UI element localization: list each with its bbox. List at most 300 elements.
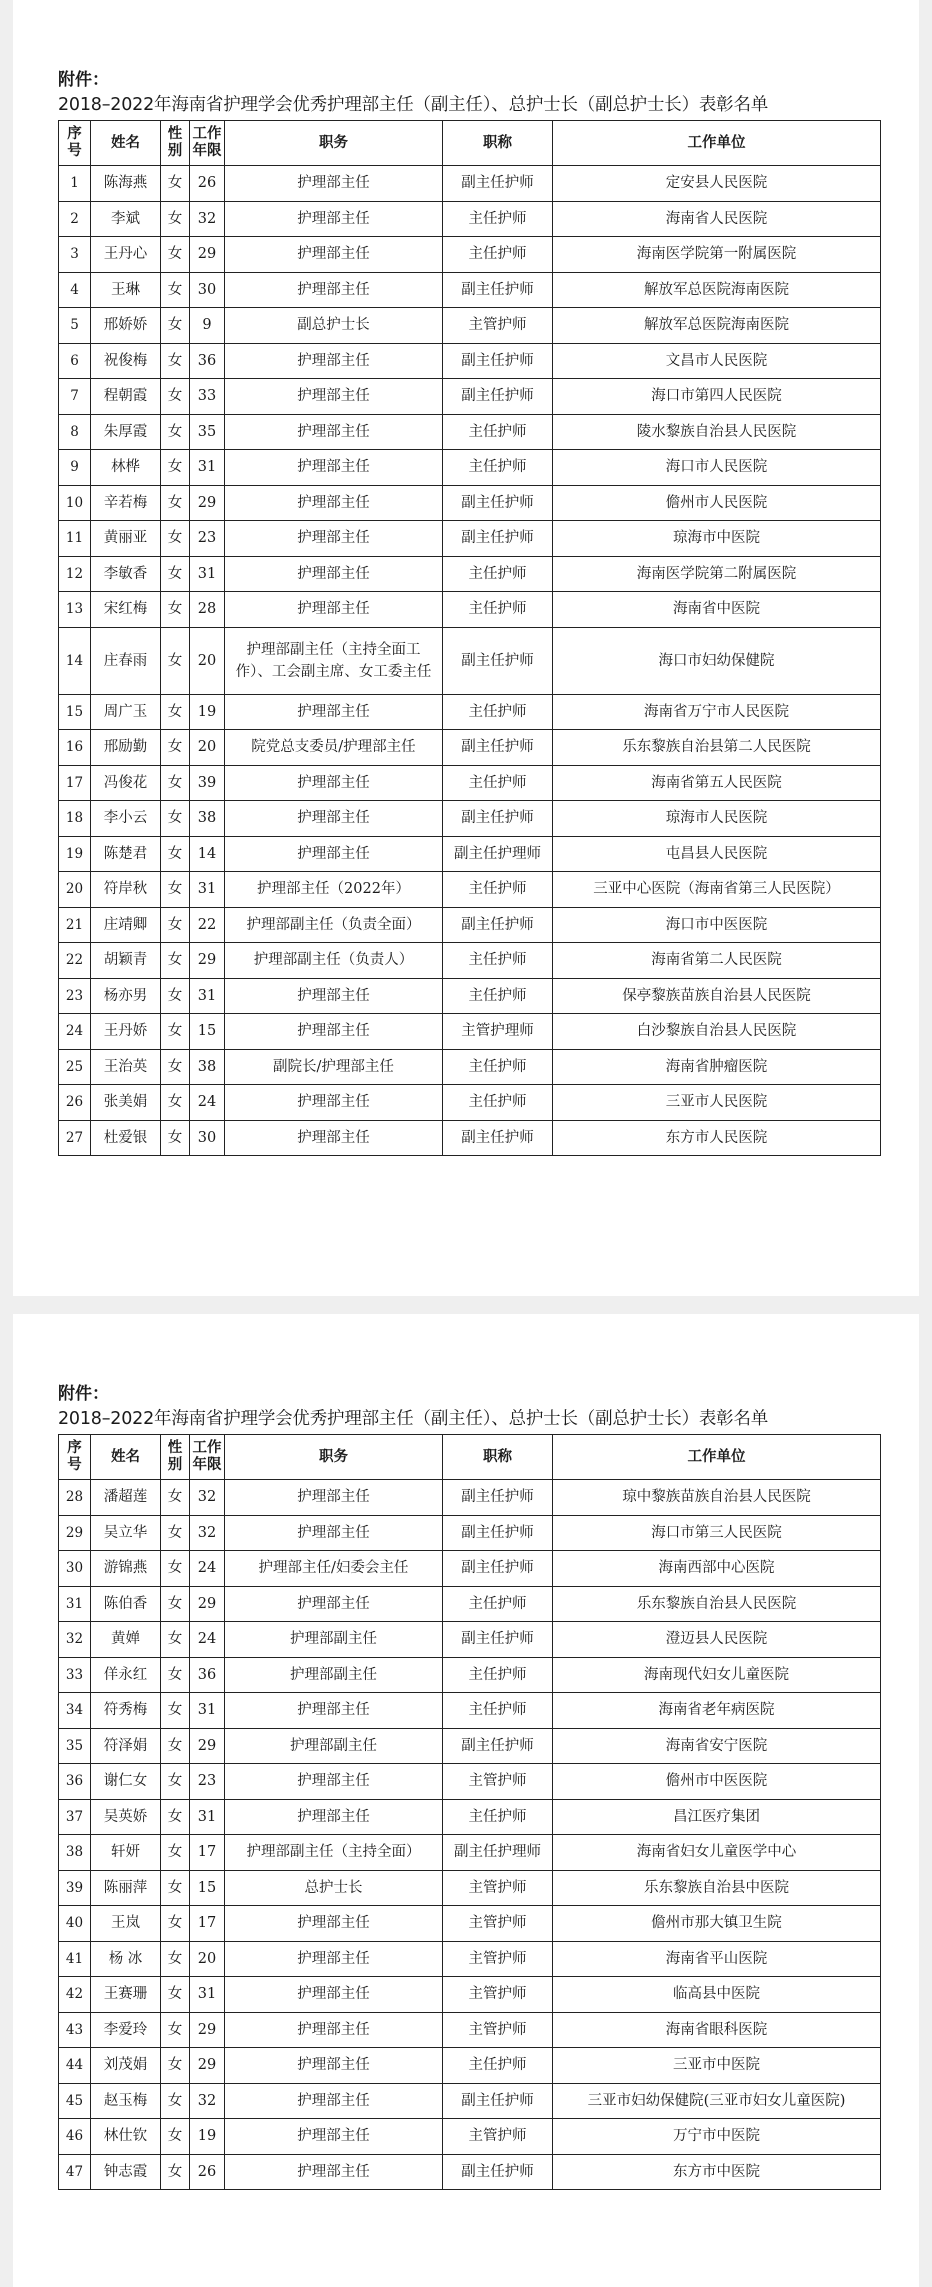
cell-unit: 乐东黎族自治县人民医院 [553, 1586, 881, 1622]
cell-rank: 副主任护理师 [443, 836, 553, 872]
cell-name: 黄婵 [91, 1622, 161, 1658]
cell-unit: 海南省老年病医院 [553, 1693, 881, 1729]
cell-post: 护理部主任 [225, 272, 443, 308]
header-post: 职务 [225, 121, 443, 166]
cell-name: 陈伯香 [91, 1586, 161, 1622]
table-row [59, 1085, 881, 1121]
cell-unit: 定安县人民医院 [553, 166, 881, 202]
table-row [59, 2154, 881, 2190]
cell-sex: 女 [161, 166, 190, 202]
cell-post: 护理部主任 [225, 2012, 443, 2048]
header-sex: 性别 [161, 121, 190, 166]
cell-years: 17 [190, 1906, 225, 1942]
cell-unit: 陵水黎族自治县人民医院 [553, 414, 881, 450]
cell-post: 总护士长 [225, 1870, 443, 1906]
cell-rank: 主任护师 [443, 450, 553, 486]
cell-name: 李爱玲 [91, 2012, 161, 2048]
table-row [59, 521, 881, 557]
cell-no: 9 [59, 450, 91, 486]
cell-post: 护理部主任 [225, 201, 443, 237]
cell-no: 44 [59, 2048, 91, 2084]
cell-no: 20 [59, 872, 91, 908]
document-page-1 [13, 0, 919, 1296]
cell-years: 28 [190, 592, 225, 628]
cell-post: 副院长/护理部主任 [225, 1049, 443, 1085]
table-row [59, 237, 881, 273]
cell-years: 29 [190, 2048, 225, 2084]
cell-rank: 副主任护师 [443, 1551, 553, 1587]
cell-unit: 临高县中医院 [553, 1977, 881, 2013]
cell-no: 10 [59, 485, 91, 521]
cell-unit: 三亚市妇幼保健院(三亚市妇女儿童医院) [553, 2083, 881, 2119]
cell-sex: 女 [161, 1941, 190, 1977]
cell-rank: 副主任护师 [443, 2154, 553, 2190]
cell-rank: 主管护师 [443, 1941, 553, 1977]
cell-post: 护理部主任 [225, 1480, 443, 1516]
cell-rank: 副主任护师 [443, 2083, 553, 2119]
cell-years: 35 [190, 414, 225, 450]
document-title: 2018–2022年海南省护理学会优秀护理部主任（副主任）、总护士长（副总护士长）表彰名单 [58, 1409, 769, 1429]
cell-rank: 副主任护师 [443, 485, 553, 521]
cell-sex: 女 [161, 907, 190, 943]
cell-sex: 女 [161, 978, 190, 1014]
cell-years: 23 [190, 521, 225, 557]
cell-unit: 乐东黎族自治县第二人民医院 [553, 730, 881, 766]
cell-rank: 副主任护师 [443, 166, 553, 202]
cell-rank: 主任护师 [443, 1799, 553, 1835]
cell-rank: 主任护师 [443, 978, 553, 1014]
cell-sex: 女 [161, 450, 190, 486]
cell-sex: 女 [161, 2119, 190, 2155]
cell-sex: 女 [161, 1977, 190, 2013]
cell-years: 31 [190, 450, 225, 486]
cell-sex: 女 [161, 1728, 190, 1764]
table-row [59, 978, 881, 1014]
cell-no: 25 [59, 1049, 91, 1085]
cell-name: 符岸秋 [91, 872, 161, 908]
table-row [59, 272, 881, 308]
cell-years: 31 [190, 1977, 225, 2013]
cell-post: 护理部主任 [225, 1977, 443, 2013]
cell-rank: 主任护师 [443, 201, 553, 237]
cell-years: 26 [190, 166, 225, 202]
cell-unit: 海口市第三人民医院 [553, 1515, 881, 1551]
cell-rank: 主管护师 [443, 1764, 553, 1800]
table-row [59, 308, 881, 344]
cell-years: 20 [190, 1941, 225, 1977]
cell-no: 13 [59, 592, 91, 628]
cell-years: 9 [190, 308, 225, 344]
cell-name: 杜爱银 [91, 1120, 161, 1156]
cell-post: 护理部主任 [225, 521, 443, 557]
cell-post: 院党总支委员/护理部主任 [225, 730, 443, 766]
cell-name: 林桦 [91, 450, 161, 486]
cell-sex: 女 [161, 1551, 190, 1587]
cell-post: 护理部主任 [225, 801, 443, 837]
cell-rank: 主管护师 [443, 1977, 553, 2013]
cell-no: 4 [59, 272, 91, 308]
cell-years: 36 [190, 1657, 225, 1693]
cell-unit: 澄迈县人民医院 [553, 1622, 881, 1658]
cell-no: 28 [59, 1480, 91, 1516]
cell-rank: 副主任护师 [443, 1622, 553, 1658]
cell-unit: 海南省妇女儿童医学中心 [553, 1835, 881, 1871]
attachment-label: 附件： [58, 70, 109, 90]
table-row [59, 2048, 881, 2084]
cell-no: 2 [59, 201, 91, 237]
cell-no: 33 [59, 1657, 91, 1693]
cell-unit: 琼中黎族苗族自治县人民医院 [553, 1480, 881, 1516]
cell-rank: 主任护师 [443, 237, 553, 273]
cell-unit: 海南医学院第二附属医院 [553, 556, 881, 592]
cell-years: 30 [190, 1120, 225, 1156]
cell-sex: 女 [161, 694, 190, 730]
cell-post: 护理部主任（2022年） [225, 872, 443, 908]
cell-years: 24 [190, 1622, 225, 1658]
cell-rank: 副主任护师 [443, 1515, 553, 1551]
cell-name: 陈丽萍 [91, 1870, 161, 1906]
cell-unit: 海南省人民医院 [553, 201, 881, 237]
cell-post: 护理部主任 [225, 379, 443, 415]
cell-unit: 保亭黎族苗族自治县人民医院 [553, 978, 881, 1014]
cell-rank: 主任护师 [443, 2048, 553, 2084]
table-row [59, 379, 881, 415]
cell-post: 护理部主任/妇委会主任 [225, 1551, 443, 1587]
cell-years: 33 [190, 379, 225, 415]
table-row [59, 907, 881, 943]
cell-sex: 女 [161, 627, 190, 694]
cell-no: 27 [59, 1120, 91, 1156]
cell-no: 29 [59, 1515, 91, 1551]
cell-sex: 女 [161, 1870, 190, 1906]
cell-no: 11 [59, 521, 91, 557]
cell-unit: 海口市妇幼保健院 [553, 627, 881, 694]
table-row [59, 2012, 881, 2048]
cell-unit: 海南省第二人民医院 [553, 943, 881, 979]
cell-no: 15 [59, 694, 91, 730]
cell-no: 41 [59, 1941, 91, 1977]
cell-rank: 主任护师 [443, 943, 553, 979]
cell-post: 护理部主任 [225, 1120, 443, 1156]
cell-rank: 副主任护师 [443, 272, 553, 308]
cell-post: 护理部副主任（主持全面工作）、工会副主席、女工委主任 [225, 627, 443, 694]
cell-unit: 三亚中心医院（海南省第三人民医院） [553, 872, 881, 908]
cell-no: 37 [59, 1799, 91, 1835]
table-row [59, 627, 881, 694]
cell-post: 护理部主任 [225, 1085, 443, 1121]
cell-years: 22 [190, 907, 225, 943]
cell-sex: 女 [161, 836, 190, 872]
table-row [59, 694, 881, 730]
cell-years: 26 [190, 2154, 225, 2190]
cell-rank: 主任护师 [443, 556, 553, 592]
cell-rank: 主任护师 [443, 1586, 553, 1622]
table-row [59, 1728, 881, 1764]
cell-name: 刘茂娟 [91, 2048, 161, 2084]
cell-rank: 副主任护师 [443, 1728, 553, 1764]
cell-name: 陈楚君 [91, 836, 161, 872]
table-row [59, 1551, 881, 1587]
header-post: 职务 [225, 1435, 443, 1480]
cell-sex: 女 [161, 201, 190, 237]
cell-name: 王丹心 [91, 237, 161, 273]
cell-rank: 主管护师 [443, 1906, 553, 1942]
cell-name: 朱厚霞 [91, 414, 161, 450]
header-rank: 职称 [443, 1435, 553, 1480]
cell-sex: 女 [161, 1657, 190, 1693]
cell-sex: 女 [161, 237, 190, 273]
cell-sex: 女 [161, 1906, 190, 1942]
cell-name: 程朝霞 [91, 379, 161, 415]
cell-post: 护理部副主任 [225, 1657, 443, 1693]
cell-unit: 万宁市中医院 [553, 2119, 881, 2155]
cell-sex: 女 [161, 872, 190, 908]
cell-rank: 主管护师 [443, 2119, 553, 2155]
cell-unit: 海南省万宁市人民医院 [553, 694, 881, 730]
table-row [59, 485, 881, 521]
cell-name: 符秀梅 [91, 1693, 161, 1729]
cell-name: 杨亦男 [91, 978, 161, 1014]
cell-name: 李小云 [91, 801, 161, 837]
table-row [59, 592, 881, 628]
table-row [59, 556, 881, 592]
cell-sex: 女 [161, 1764, 190, 1800]
cell-name: 邢娇娇 [91, 308, 161, 344]
cell-no: 6 [59, 343, 91, 379]
cell-post: 护理部主任 [225, 343, 443, 379]
cell-years: 29 [190, 1728, 225, 1764]
cell-years: 29 [190, 943, 225, 979]
cell-rank: 主任护师 [443, 694, 553, 730]
table-row [59, 2119, 881, 2155]
cell-rank: 副主任护师 [443, 627, 553, 694]
cell-no: 7 [59, 379, 91, 415]
cell-unit: 海南省平山医院 [553, 1941, 881, 1977]
cell-years: 24 [190, 1551, 225, 1587]
cell-sex: 女 [161, 485, 190, 521]
cell-years: 29 [190, 1586, 225, 1622]
cell-rank: 主管护师 [443, 308, 553, 344]
cell-unit: 解放军总医院海南医院 [553, 308, 881, 344]
cell-post: 护理部主任 [225, 765, 443, 801]
cell-unit: 儋州市那大镇卫生院 [553, 1906, 881, 1942]
cell-no: 22 [59, 943, 91, 979]
cell-no: 19 [59, 836, 91, 872]
table-row [59, 201, 881, 237]
table-row [59, 1657, 881, 1693]
cell-rank: 副主任护师 [443, 379, 553, 415]
header-no: 序号 [59, 121, 91, 166]
cell-name: 游锦燕 [91, 1551, 161, 1587]
header-sex: 性别 [161, 1435, 190, 1480]
cell-rank: 副主任护师 [443, 730, 553, 766]
cell-years: 17 [190, 1835, 225, 1871]
cell-no: 16 [59, 730, 91, 766]
cell-post: 护理部主任 [225, 978, 443, 1014]
attachment-label: 附件： [58, 1384, 109, 1404]
table-row [59, 836, 881, 872]
table-row [59, 1799, 881, 1835]
cell-years: 32 [190, 1480, 225, 1516]
cell-post: 护理部副主任（负责全面） [225, 907, 443, 943]
cell-name: 王岚 [91, 1906, 161, 1942]
cell-no: 5 [59, 308, 91, 344]
cell-name: 谢仁女 [91, 1764, 161, 1800]
cell-sex: 女 [161, 1049, 190, 1085]
cell-years: 15 [190, 1870, 225, 1906]
table-row [59, 414, 881, 450]
table-row [59, 1622, 881, 1658]
cell-unit: 乐东黎族自治县中医院 [553, 1870, 881, 1906]
cell-years: 31 [190, 1799, 225, 1835]
cell-name: 赵玉梅 [91, 2083, 161, 2119]
cell-no: 1 [59, 166, 91, 202]
table-row [59, 1515, 881, 1551]
cell-no: 43 [59, 2012, 91, 2048]
header-unit: 工作单位 [553, 1435, 881, 1480]
cell-post: 护理部主任 [225, 1586, 443, 1622]
cell-no: 12 [59, 556, 91, 592]
table-row [59, 1693, 881, 1729]
cell-unit: 儋州市中医医院 [553, 1764, 881, 1800]
cell-unit: 儋州市人民医院 [553, 485, 881, 521]
cell-sex: 女 [161, 592, 190, 628]
cell-no: 24 [59, 1014, 91, 1050]
cell-post: 护理部主任 [225, 836, 443, 872]
cell-name: 符泽娟 [91, 1728, 161, 1764]
cell-no: 38 [59, 1835, 91, 1871]
cell-rank: 主管护师 [443, 2012, 553, 2048]
cell-sex: 女 [161, 943, 190, 979]
table-row [59, 166, 881, 202]
cell-post: 护理部主任 [225, 1014, 443, 1050]
header-unit: 工作单位 [553, 121, 881, 166]
cell-post: 护理部主任 [225, 556, 443, 592]
table-row [59, 343, 881, 379]
cell-sex: 女 [161, 1622, 190, 1658]
cell-years: 23 [190, 1764, 225, 1800]
cell-no: 21 [59, 907, 91, 943]
cell-post: 护理部主任 [225, 1906, 443, 1942]
cell-post: 护理部主任 [225, 237, 443, 273]
cell-sex: 女 [161, 1014, 190, 1050]
cell-post: 护理部副主任 [225, 1622, 443, 1658]
header-years: 工作年限 [190, 121, 225, 166]
cell-post: 护理部主任 [225, 1693, 443, 1729]
cell-rank: 主管护师 [443, 1870, 553, 1906]
cell-years: 32 [190, 2083, 225, 2119]
cell-name: 王治英 [91, 1049, 161, 1085]
cell-no: 23 [59, 978, 91, 1014]
cell-years: 31 [190, 556, 225, 592]
cell-rank: 主任护师 [443, 1049, 553, 1085]
cell-unit: 东方市中医院 [553, 2154, 881, 2190]
cell-sex: 女 [161, 1515, 190, 1551]
document-page-2 [13, 1314, 919, 2287]
header-name: 姓名 [91, 1435, 161, 1480]
cell-name: 冯俊花 [91, 765, 161, 801]
cell-name: 黄丽亚 [91, 521, 161, 557]
cell-sex: 女 [161, 765, 190, 801]
header-no: 序号 [59, 1435, 91, 1480]
cell-post: 护理部主任 [225, 166, 443, 202]
table-row [59, 801, 881, 837]
cell-rank: 主任护师 [443, 765, 553, 801]
cell-sex: 女 [161, 1480, 190, 1516]
cell-name: 林仕钦 [91, 2119, 161, 2155]
cell-years: 15 [190, 1014, 225, 1050]
table-row [59, 1835, 881, 1871]
cell-years: 29 [190, 485, 225, 521]
table-row [59, 1906, 881, 1942]
cell-name: 佯永红 [91, 1657, 161, 1693]
cell-sex: 女 [161, 2083, 190, 2119]
cell-post: 护理部主任 [225, 1941, 443, 1977]
table-row [59, 1764, 881, 1800]
cell-rank: 副主任护理师 [443, 1835, 553, 1871]
cell-unit: 琼海市中医院 [553, 521, 881, 557]
table-row [59, 1014, 881, 1050]
cell-unit: 三亚市中医院 [553, 2048, 881, 2084]
cell-post: 护理部主任 [225, 2119, 443, 2155]
cell-name: 周广玉 [91, 694, 161, 730]
cell-no: 40 [59, 1906, 91, 1942]
table-row [59, 1941, 881, 1977]
table-header-row [59, 1435, 881, 1480]
cell-years: 32 [190, 201, 225, 237]
cell-years: 20 [190, 627, 225, 694]
cell-unit: 海口市中医医院 [553, 907, 881, 943]
cell-rank: 主任护师 [443, 414, 553, 450]
cell-no: 8 [59, 414, 91, 450]
cell-no: 47 [59, 2154, 91, 2190]
cell-unit: 海南现代妇女儿童医院 [553, 1657, 881, 1693]
cell-sex: 女 [161, 556, 190, 592]
cell-unit: 三亚市人民医院 [553, 1085, 881, 1121]
cell-unit: 文昌市人民医院 [553, 343, 881, 379]
cell-sex: 女 [161, 1799, 190, 1835]
cell-rank: 主任护师 [443, 872, 553, 908]
cell-rank: 副主任护师 [443, 801, 553, 837]
cell-name: 吴立华 [91, 1515, 161, 1551]
cell-years: 19 [190, 694, 225, 730]
table-row [59, 1120, 881, 1156]
table-row [59, 765, 881, 801]
cell-sex: 女 [161, 1693, 190, 1729]
cell-name: 杨 冰 [91, 1941, 161, 1977]
cell-no: 17 [59, 765, 91, 801]
table-row [59, 730, 881, 766]
cell-name: 辛若梅 [91, 485, 161, 521]
cell-name: 庄春雨 [91, 627, 161, 694]
cell-years: 38 [190, 801, 225, 837]
cell-post: 护理部主任 [225, 450, 443, 486]
cell-unit: 东方市人民医院 [553, 1120, 881, 1156]
document-title: 2018–2022年海南省护理学会优秀护理部主任（副主任）、总护士长（副总护士长）表彰名单 [58, 95, 769, 115]
cell-years: 29 [190, 237, 225, 273]
honor-list-table [58, 1434, 881, 2190]
cell-sex: 女 [161, 801, 190, 837]
cell-years: 29 [190, 2012, 225, 2048]
cell-name: 王琳 [91, 272, 161, 308]
cell-name: 张美娟 [91, 1085, 161, 1121]
cell-unit: 海南省安宁医院 [553, 1728, 881, 1764]
cell-unit: 海南省第五人民医院 [553, 765, 881, 801]
cell-name: 宋红梅 [91, 592, 161, 628]
cell-post: 护理部主任 [225, 1799, 443, 1835]
cell-post: 护理部副主任（负责人） [225, 943, 443, 979]
honor-list-table [58, 120, 881, 1156]
